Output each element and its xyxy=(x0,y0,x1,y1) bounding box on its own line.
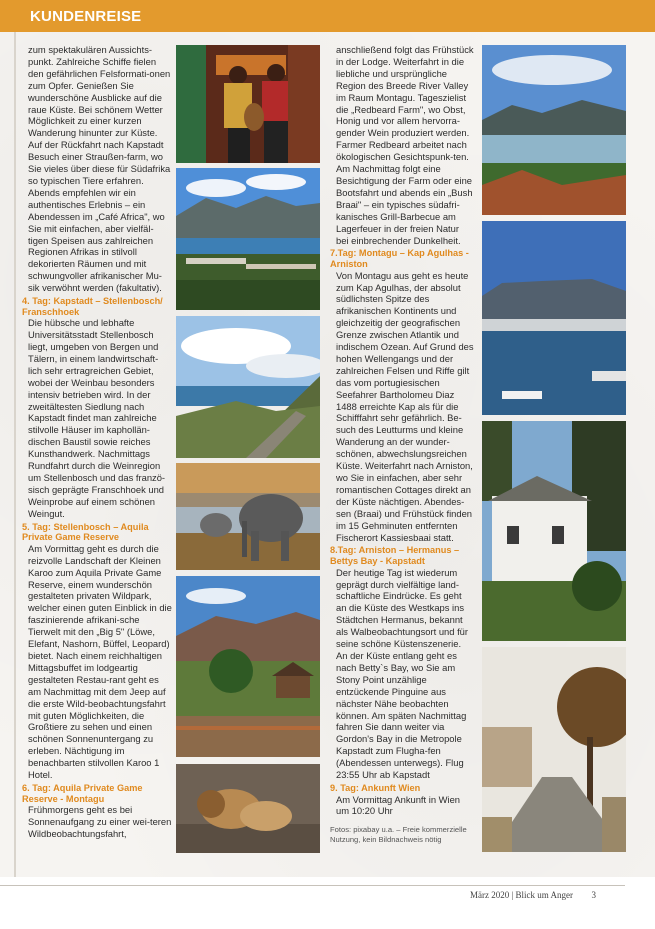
header-bar xyxy=(0,0,655,32)
day-heading: 9. Tag: Ankunft Wien xyxy=(330,782,421,793)
photo-elephants xyxy=(176,463,320,570)
day-heading: 4. Tag: Kapstadt – Stellenbosch/ Franschhoek xyxy=(22,296,163,317)
paragraph: Frühmorgens geht es bei Sonnenaufgang zu einer wei-teren Wildbeobachtungsfahrt, xyxy=(28,804,172,839)
page-number: 3 xyxy=(591,890,597,900)
photo-game-reserve-lodge xyxy=(176,576,320,757)
paragraph: anschließend folgt das Frühstück in der Lodge. Weiterfahrt in die liebliche und ursprüngliche Region des Breede River Valley im Raum Montagu. Tageszielist die „Redbeard Farm", wo Obst, Honig und vor allem hervorra-gender Wein produziert werden. Farmer Redbeard arbeitet nach ökologischen Gesichtspunk-ten. Am Nachmittag folgt eine Besichtigung der Farm oder eine Bootsfahrt und abends ein „Bush Braai" – ein typisches südafri-kanisches Grill-Barbecue am Lagerfeuer in der freien Natur bei einbrechender Dunkelheit. xyxy=(336,44,474,246)
paragraph: Am Vormittag Ankunft in Wien um 10:20 Uhr xyxy=(336,793,461,817)
margin-rule xyxy=(14,32,16,877)
footer xyxy=(470,890,596,900)
paragraph: zum spektakulären Aussichts-punkt. Zahlreiche Schiffe fielen den gefährlichen Felsformati-onen zum Opfer. Genießen Sie wunderschöne Ausblicke auf die raue Küste. Bei schönem Wetter Möglichkeit zu einer kurzen Wanderung hinunter zur Küste. Auf der Rückfahrt nach Kapstadt Besuch einer Straußen-farm, wo Sie vieles über diese für Südafrika so typischen Tiere erfahren. Abends empfehlen wir ein authentisches Erlebnis – ein Abendessen im „Café Africa", wo Sie mit einfachen, aber vielfäl-tigen Speisen aus zahlreichen Regionen Afrikas in stilvoll dekorierten Räumen und mit schwungvoller afrikanischer Mu-sik verwöhnt werden (fakultativ). xyxy=(28,44,171,294)
photo-credit: Fotos: pixabay u.a. – Freie kommerzielle Nutzung, kein Bildnachweis nötig xyxy=(330,825,467,845)
photo-coastal-road xyxy=(176,316,320,458)
day-heading: 5. Tag: Stellenbosch – Aquila Private Game Reserve xyxy=(22,521,149,543)
paragraph: Am Vormittag geht es durch die reizvolle Landschaft der Kleinen Karoo zum Aquila Private Game Reserve, einem wunderschön gestalteten privaten Wildpark, welcher einen guten Einblick in die faszinierende afrikani-sche Tierwelt mit den „Big 5" (Löwe, Elefant, Nashorn, Büffel, Leopard) bietet. Nach einem reichhaltigen Mittagsbuffet im lodgeartig gestalteten Restau-rant geht es am Nachmittag mit dem Jeep auf die erste Wild-beobachtungsfahrt mit guten Möglichkeiten, die Großtiere zu sehen und einen schönen Sonnenuntergang zu erleben. Nächtigung im benachbarten stilvollen Karoo 1 Hotel. xyxy=(28,542,172,781)
photo-table-mountain-coast xyxy=(176,168,320,310)
photo-musicians xyxy=(176,45,320,163)
photo-coastline-mountains xyxy=(482,45,626,215)
paragraph: Von Montagu aus geht es heute zum Kap Agulhas, der absolut südlichsten Spitze des afrikanischen Kontinents und gleichzeitig der geografischen Grenze zwischen Atlantik und indischem Ozean. Auf Grund des hohen Wellengangs und der zahlreichen Felsen und Riffe gilt das vom portugiesischen Seefahrer Bartholomeu Diaz 1488 erreichte Kap als für die Schifffahrt sehr gefährlich. Be-such des Leutturms und kleine Wanderung an der wunder-schönen, abwechslungsreichen Küste. Weiterfahrt nach Arniston, wo Sie in einfachen, aber sehr romantischen Cottages direkt an der Küste nächtigen. Abendes-sen (Braai) und Frühstück finden im 15 Gehminuten entfernten Fischerort Kassiesbaai statt. xyxy=(336,269,474,543)
right-text-column xyxy=(330,44,474,845)
day-heading: 8.Tag: Arniston – Hermanus – Bettys Bay - Kapstadt xyxy=(330,545,460,567)
photo-street-view xyxy=(482,647,626,852)
paragraph: Der heutige Tag ist wiederum geprägt durch vielfältige land-schaftliche Eindrücke. Es geht an die Küste des Westkaps ins Städtchen Hermanus, bekannt als Walbeobachtungsort und für seine schöne Küstenszenerie. An der Küste entlang geht es nach Betty`s Bay, wo Sie am Stony Point unzählige entzückende Pinguine aus nächster Nähe beobachten können. Am späten Nachmittag fahren Sie dann weiter via Gordon's Bay in die Metropole Kapstadt zum Flugha-fen (Abendessen unterwegs). Flug 23:55 Uhr ab Kapstadt xyxy=(336,566,469,781)
left-text-column xyxy=(22,44,172,840)
footer-issue: März 2020 | Blick um Anger xyxy=(470,890,574,900)
section-title: KUNDENREISE xyxy=(30,8,142,25)
footer-rule xyxy=(0,885,625,886)
photo-cape-town-harbour xyxy=(482,221,626,415)
photo-cape-dutch-house xyxy=(482,421,626,641)
photo-lions xyxy=(176,764,320,853)
day-heading: 7.Tag: Montagu – Kap Agulhas - Arniston xyxy=(330,248,469,269)
paragraph: Die hübsche und lebhafte Universitätsstadt Stellenbosch liegt, umgeben von Bergen und Tälern, in einem landwirtschaft-lich sehr ertragreichen Gebiet, wobei der Weinbau besonders intensiv betrieben wird. In der zweitältesten Siedlung nach Kapstadt findet man zahlreiche stilvolle Häuser im kaphollän-dischen Baustil sowie reiches Kunsthandwerk. Nachmittags Rundfahrt durch die Weinregion um Stellenbosch und das franzö-sisch geprägte Franschhoek und Weinprobe auf einem schönen Weingut. xyxy=(28,317,166,519)
day-heading: 6. Tag: Aquila Private Game Reserve - Montagu xyxy=(22,782,143,804)
